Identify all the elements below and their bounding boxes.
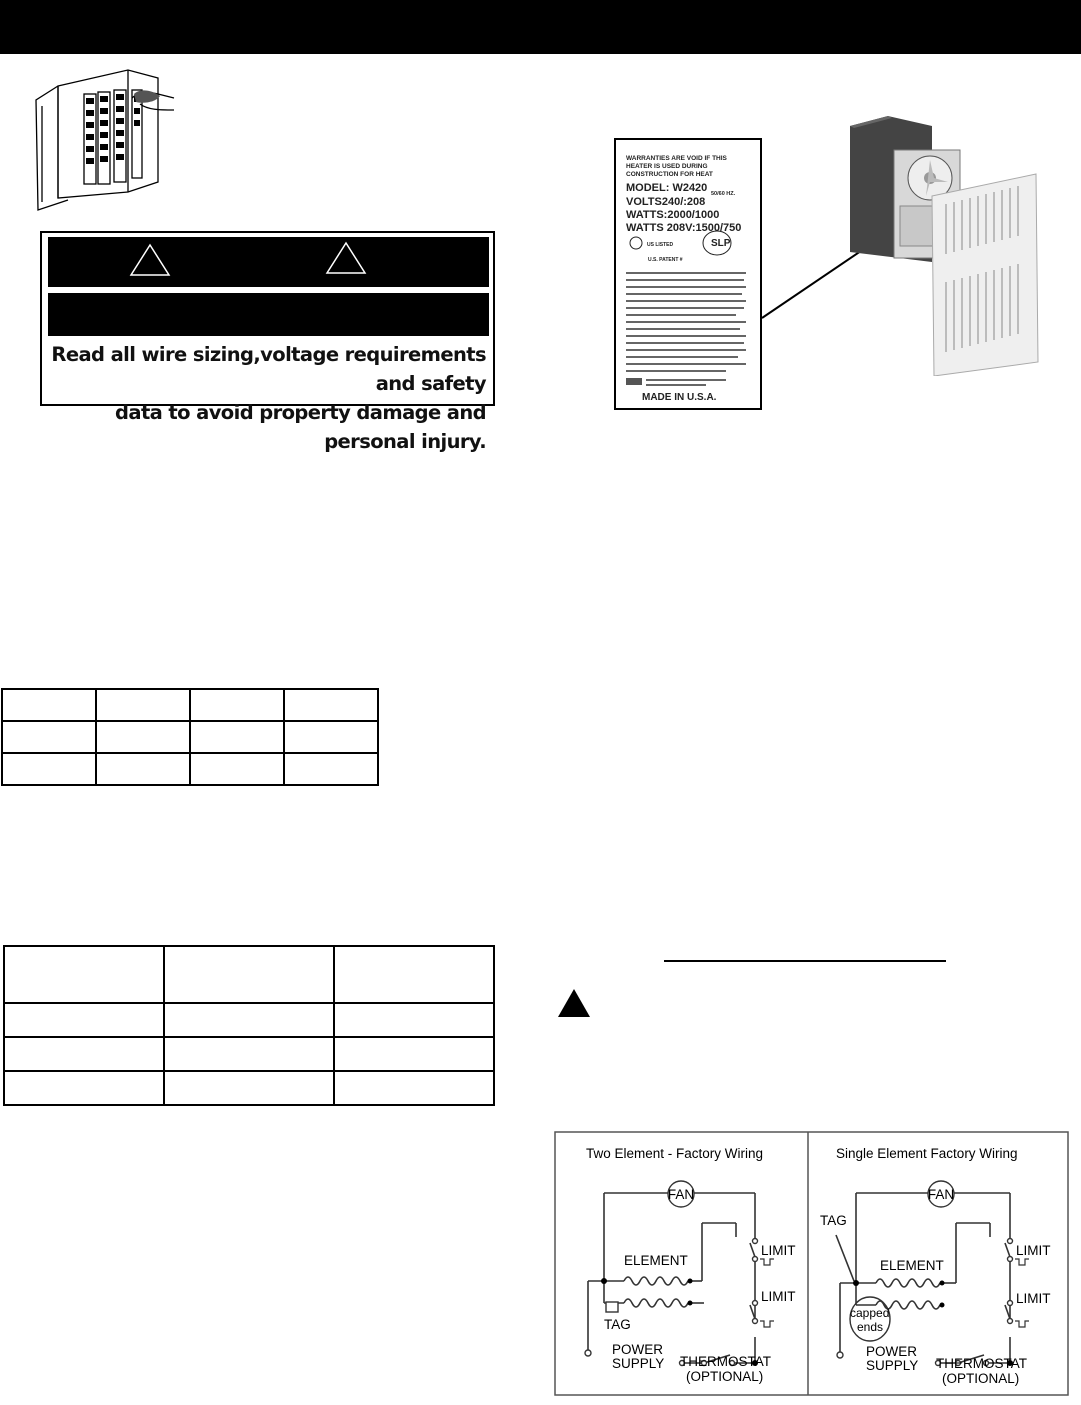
wiring-diagram [554, 1131, 1069, 1396]
wire-size-table [3, 945, 495, 1106]
supply-label: SUPPLY [612, 1356, 665, 1371]
table-cell [164, 1003, 334, 1037]
nameplate-watts-208: WATTS 208V:1500/750 [626, 222, 742, 234]
warning-triangle-icon [556, 987, 592, 1019]
nameplate-model: MODEL: W2420 [626, 182, 708, 194]
fan-label: FAN [667, 1187, 695, 1202]
breaker-panel-illustration [28, 64, 178, 214]
nameplate-volts: VOLTS240/:208 [626, 196, 706, 208]
fan-label: FAN [927, 1187, 955, 1202]
power-label: POWER [866, 1344, 918, 1359]
table-cell [164, 946, 334, 1003]
table-cell [2, 689, 96, 721]
nameplate-origin: MADE IN U.S.A. [642, 392, 717, 403]
ends-label: ends [857, 1320, 884, 1334]
table-cell [4, 1071, 164, 1105]
tag-label: TAG [820, 1213, 847, 1228]
table-cell [164, 1037, 334, 1071]
limit-label: LIMIT [1016, 1243, 1051, 1258]
limit-label: LIMIT [761, 1289, 796, 1304]
table-row [4, 1071, 494, 1105]
nameplate-line: WARRANTIES ARE VOID IF THIS [626, 155, 727, 162]
power-label: POWER [612, 1342, 664, 1357]
table-cell [96, 689, 190, 721]
warning-subheader-band [48, 293, 489, 336]
table-cell [334, 1071, 494, 1105]
warning-header-band [48, 237, 489, 287]
table-cell [164, 1071, 334, 1105]
table-cell [334, 1003, 494, 1037]
diagram-title-left: Two Element - Factory Wiring [586, 1146, 764, 1161]
nameplate-label [614, 138, 764, 412]
table-row [2, 721, 378, 753]
table-cell [96, 721, 190, 753]
nameplate-line: HEATER IS USED DURING [626, 163, 708, 170]
nameplate-listing: US LISTED [647, 242, 674, 248]
table-cell [2, 721, 96, 753]
table-cell [190, 753, 284, 785]
table-header-row [4, 946, 494, 1003]
table-cell [4, 946, 164, 1003]
diagram-title-right: Single Element Factory Wiring [836, 1146, 1018, 1161]
optional-label: (OPTIONAL) [942, 1371, 1020, 1386]
supply-label: SUPPLY [866, 1358, 919, 1373]
table-row [2, 753, 378, 785]
element-label: ELEMENT [880, 1258, 944, 1273]
element-label: ELEMENT [624, 1253, 688, 1268]
table-cell [4, 1003, 164, 1037]
table-cell [190, 689, 284, 721]
data-table [1, 688, 379, 786]
table-cell [4, 1037, 164, 1071]
table-cell [334, 946, 494, 1003]
limit-label: LIMIT [761, 1243, 796, 1258]
table-row [4, 1003, 494, 1037]
heater-illustration [838, 86, 1048, 376]
header-bar [0, 0, 1081, 54]
caution-triangle-icon [324, 240, 368, 276]
limit-label: LIMIT [1016, 1291, 1051, 1306]
table-cell [284, 753, 378, 785]
tag-label: TAG [604, 1317, 631, 1332]
table-cell [96, 753, 190, 785]
nameplate-frequency: 50/60 HZ. [711, 191, 736, 197]
nameplate-line: CONSTRUCTION FOR HEAT [626, 171, 713, 178]
nameplate-patent: U.S. PATENT # [648, 257, 683, 263]
nameplate-watts: WATTS:2000/1000 [626, 209, 720, 221]
table-cell [284, 689, 378, 721]
heading-underline [664, 960, 946, 962]
capped-label: capped [850, 1306, 890, 1320]
warning-line-1: Read all wire sizing,voltage requirements and safety [51, 343, 486, 395]
table-cell [284, 721, 378, 753]
thermostat-label: THERMOSTAT [680, 1354, 771, 1369]
table-cell [2, 753, 96, 785]
optional-label: (OPTIONAL) [686, 1369, 764, 1384]
table-cell [190, 721, 284, 753]
nameplate-fine-print [626, 272, 746, 372]
table-row [2, 689, 378, 721]
thermostat-label: THERMOSTAT [936, 1356, 1027, 1371]
warning-line-2: data to avoid property damage and personal injury. [115, 401, 486, 453]
nameplate-slp: SLP [711, 238, 731, 249]
warning-text [50, 340, 486, 456]
table-cell [334, 1037, 494, 1071]
table-row [4, 1037, 494, 1071]
caution-triangle-icon [128, 242, 172, 278]
